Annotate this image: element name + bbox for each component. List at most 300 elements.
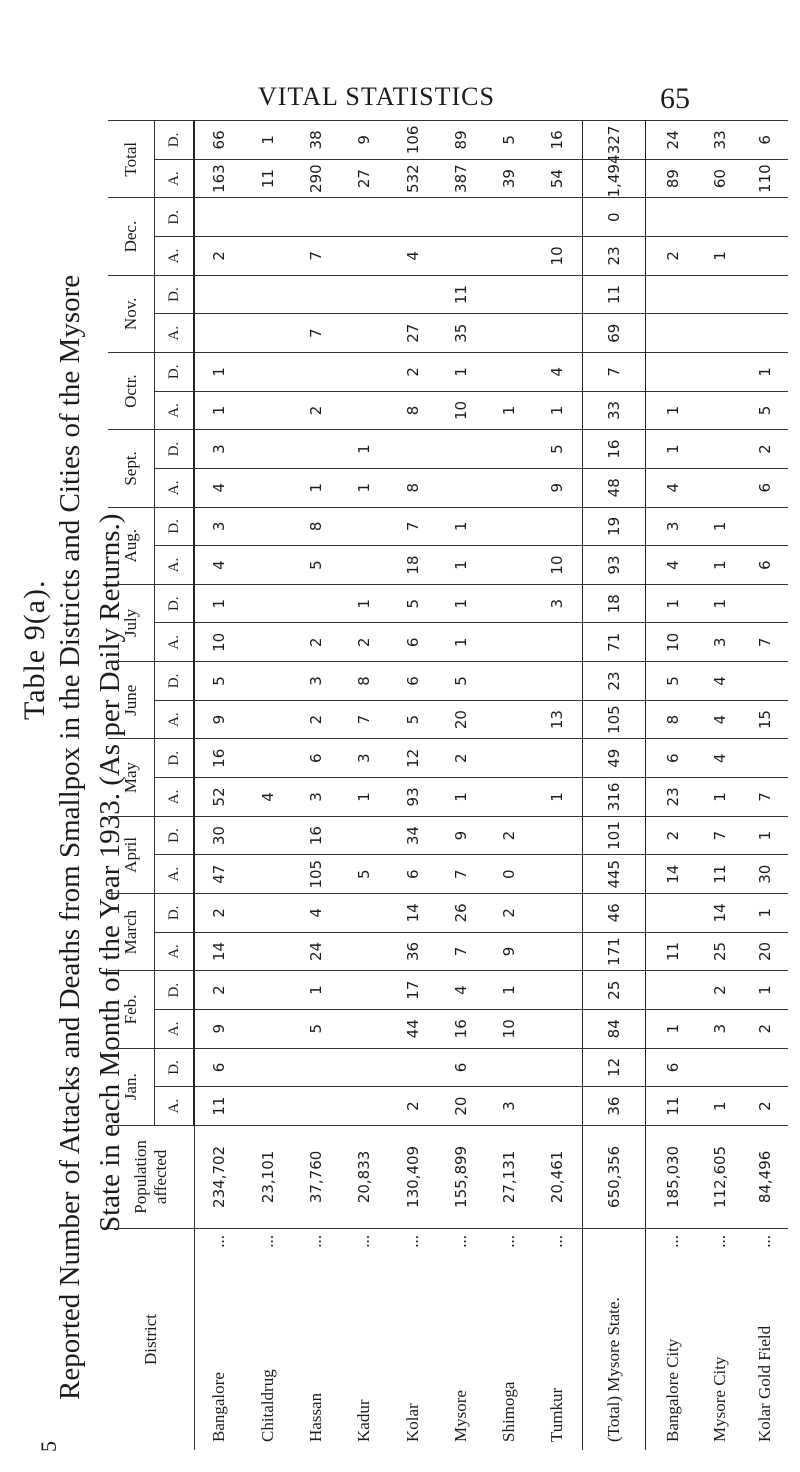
attacks-value: 4 <box>244 778 292 817</box>
attacks-value: 290 <box>292 159 340 198</box>
deaths-value: 6 <box>437 1048 485 1087</box>
attacks-value: 7 <box>292 237 340 276</box>
population-value: 84,496 <box>742 1125 788 1228</box>
deaths-value <box>742 507 788 546</box>
page-number: 65 <box>660 82 690 115</box>
attacks-value: 171 <box>582 932 645 971</box>
deaths-value: 1 <box>437 507 485 546</box>
deaths-value: 1 <box>697 507 743 546</box>
attacks-header: A. <box>155 1009 195 1048</box>
deaths-value <box>292 198 340 237</box>
deaths-value: 46 <box>582 894 645 933</box>
deaths-value: 26 <box>437 894 485 933</box>
deaths-value: 11 <box>582 275 645 314</box>
attacks-value: 16 <box>437 1009 485 1048</box>
deaths-value: 3 <box>645 507 697 546</box>
attacks-value: 47 <box>194 855 244 894</box>
city-row <box>742 121 788 1451</box>
attacks-value: 105 <box>292 855 340 894</box>
attacks-value: 9 <box>194 1009 244 1048</box>
attacks-value <box>244 1087 292 1126</box>
attacks-value: 11 <box>645 932 697 971</box>
attacks-value: 1 <box>437 778 485 817</box>
deaths-value: 1 <box>292 971 340 1010</box>
attacks-value: 36 <box>582 1087 645 1126</box>
deaths-value <box>340 816 388 855</box>
deaths-header: D. <box>155 275 195 314</box>
leader-dots: ... <box>755 1234 775 1248</box>
attacks-value: 7 <box>437 932 485 971</box>
deaths-value <box>697 430 743 469</box>
attacks-header: A. <box>155 391 195 430</box>
attacks-value: 23 <box>645 778 697 817</box>
total-row <box>582 121 645 1451</box>
attacks-value <box>533 1087 582 1126</box>
deaths-value <box>194 275 244 314</box>
attacks-value <box>485 237 533 276</box>
deaths-value <box>645 894 697 933</box>
attacks-value: 1 <box>697 237 743 276</box>
attacks-value <box>485 468 533 507</box>
district-name: Mysore <box>450 1390 470 1442</box>
attacks-value: 2 <box>742 1009 788 1048</box>
attacks-value: 30 <box>742 855 788 894</box>
deaths-value <box>244 275 292 314</box>
attacks-value: 1 <box>697 1087 743 1126</box>
attacks-value: 25 <box>697 932 743 971</box>
population-value: 112,605 <box>697 1125 743 1228</box>
attacks-header: A. <box>155 159 195 198</box>
deaths-value: 49 <box>582 739 645 778</box>
population-value: 650,356 <box>582 1125 645 1228</box>
deaths-value <box>292 275 340 314</box>
attacks-value: 387 <box>437 159 485 198</box>
attacks-value <box>533 1009 582 1048</box>
attacks-value: 33 <box>582 391 645 430</box>
district-row <box>437 121 485 1451</box>
deaths-value <box>244 816 292 855</box>
deaths-value <box>645 971 697 1010</box>
deaths-value <box>244 1048 292 1087</box>
attacks-value: 0 <box>485 855 533 894</box>
deaths-value: 8 <box>340 662 388 701</box>
attacks-value: 11 <box>697 855 743 894</box>
attacks-value: 11 <box>244 159 292 198</box>
deaths-header: D. <box>155 121 195 160</box>
month-header: April <box>108 816 155 893</box>
deaths-value: 1 <box>437 353 485 392</box>
attacks-value <box>485 700 533 739</box>
attacks-value: 60 <box>697 159 743 198</box>
attacks-value <box>244 546 292 585</box>
population-header: Population affected <box>108 1125 194 1228</box>
deaths-value: 5 <box>485 121 533 160</box>
attacks-value: 69 <box>582 314 645 353</box>
attacks-value: 5 <box>742 391 788 430</box>
deaths-value <box>292 353 340 392</box>
attacks-value: 8 <box>388 391 436 430</box>
deaths-value <box>533 816 582 855</box>
deaths-value: 101 <box>582 816 645 855</box>
attacks-value: 7 <box>742 778 788 817</box>
attacks-value: 1 <box>533 778 582 817</box>
attacks-value <box>340 391 388 430</box>
attacks-header: A. <box>155 1087 195 1126</box>
deaths-value: 2 <box>697 971 743 1010</box>
deaths-value <box>340 353 388 392</box>
deaths-header: D. <box>155 971 195 1010</box>
attacks-value: 110 <box>742 159 788 198</box>
deaths-value: 30 <box>194 816 244 855</box>
deaths-value <box>533 275 582 314</box>
attacks-value <box>437 468 485 507</box>
deaths-header: D. <box>155 1048 195 1087</box>
deaths-value: 3 <box>194 430 244 469</box>
deaths-value: 1 <box>742 816 788 855</box>
attacks-value <box>340 1009 388 1048</box>
attacks-value: 1,494 <box>582 159 645 198</box>
district-header: District <box>108 1228 194 1450</box>
deaths-value <box>742 198 788 237</box>
attacks-value <box>244 237 292 276</box>
attacks-value: 1 <box>340 778 388 817</box>
deaths-value <box>437 430 485 469</box>
deaths-value: 4 <box>437 971 485 1010</box>
attacks-value: 2 <box>340 623 388 662</box>
deaths-value: 7 <box>582 353 645 392</box>
district-name: Kolar <box>402 1403 422 1442</box>
district-row <box>292 121 340 1451</box>
attacks-value: 532 <box>388 159 436 198</box>
attacks-value: 1 <box>485 391 533 430</box>
attacks-value: 3 <box>697 623 743 662</box>
deaths-value <box>485 275 533 314</box>
population-value: 20,461 <box>533 1125 582 1228</box>
deaths-value: 7 <box>388 507 436 546</box>
deaths-value: 14 <box>697 894 743 933</box>
district-name: Shimoga <box>499 1381 519 1442</box>
attacks-value: 4 <box>697 700 743 739</box>
deaths-value: 1 <box>742 894 788 933</box>
leader-dots: ... <box>209 1234 229 1248</box>
deaths-value: 12 <box>582 1048 645 1087</box>
district-row <box>194 121 244 1451</box>
population-value: 185,030 <box>645 1125 697 1228</box>
deaths-value <box>340 507 388 546</box>
attacks-value <box>485 623 533 662</box>
leader-dots: ... <box>547 1234 567 1248</box>
deaths-value <box>533 662 582 701</box>
leader-dots: ... <box>499 1234 519 1248</box>
deaths-value <box>244 739 292 778</box>
deaths-value: 4 <box>697 662 743 701</box>
deaths-value <box>485 507 533 546</box>
attacks-value <box>742 237 788 276</box>
attacks-value <box>340 932 388 971</box>
deaths-value: 1 <box>645 584 697 623</box>
deaths-value <box>244 507 292 546</box>
district-name: Hassan <box>306 1392 325 1442</box>
deaths-value <box>340 198 388 237</box>
deaths-value: 25 <box>582 971 645 1010</box>
attacks-value: 24 <box>292 932 340 971</box>
deaths-value: 2 <box>388 353 436 392</box>
leader-dots: ... <box>709 1234 729 1248</box>
attacks-value: 4 <box>645 546 697 585</box>
attacks-value: 1 <box>697 546 743 585</box>
month-header: July <box>108 584 155 661</box>
attacks-header: A. <box>155 778 195 817</box>
attacks-value: 6 <box>388 855 436 894</box>
deaths-value <box>533 739 582 778</box>
deaths-value <box>244 971 292 1010</box>
attacks-value <box>244 700 292 739</box>
deaths-value <box>742 584 788 623</box>
deaths-value: 2 <box>485 816 533 855</box>
attacks-value: 6 <box>388 623 436 662</box>
deaths-value: 38 <box>292 121 340 160</box>
attacks-value <box>437 237 485 276</box>
attacks-value: 1 <box>697 778 743 817</box>
attacks-header: A. <box>155 623 195 662</box>
attacks-value: 2 <box>194 237 244 276</box>
attacks-value <box>340 546 388 585</box>
deaths-value: 2 <box>742 430 788 469</box>
deaths-value: 4 <box>533 353 582 392</box>
deaths-value <box>485 198 533 237</box>
leader-dots: ... <box>257 1234 277 1248</box>
deaths-value: 2 <box>437 739 485 778</box>
deaths-value <box>244 198 292 237</box>
deaths-value: 6 <box>292 739 340 778</box>
deaths-value: 9 <box>437 816 485 855</box>
attacks-value: 5 <box>388 700 436 739</box>
deaths-value <box>292 584 340 623</box>
attacks-value <box>697 314 743 353</box>
deaths-value: 6 <box>194 1048 244 1087</box>
district-name: Kadur <box>354 1399 374 1442</box>
smallpox-table <box>108 120 788 1450</box>
title-line-2: State in each Month of the Year 1933. (As per Daily Returns.) <box>94 513 126 1232</box>
district-name: Kolar Gold Field <box>755 1325 775 1442</box>
attacks-value: 93 <box>582 546 645 585</box>
deaths-value <box>340 971 388 1010</box>
leader-dots: ... <box>663 1234 683 1248</box>
deaths-value: 66 <box>194 121 244 160</box>
attacks-value <box>244 623 292 662</box>
running-head: VITAL STATISTICS <box>258 82 495 111</box>
attacks-value: 9 <box>485 932 533 971</box>
attacks-value: 2 <box>292 391 340 430</box>
deaths-value <box>697 353 743 392</box>
deaths-value: 23 <box>582 662 645 701</box>
attacks-header: A. <box>155 237 195 276</box>
attacks-value: 4 <box>388 237 436 276</box>
deaths-value: 9 <box>340 121 388 160</box>
attacks-value: 18 <box>388 546 436 585</box>
deaths-value <box>533 198 582 237</box>
deaths-value <box>244 584 292 623</box>
deaths-value <box>533 1048 582 1087</box>
attacks-value: 10 <box>533 237 582 276</box>
attacks-value <box>485 778 533 817</box>
attacks-value: 89 <box>645 159 697 198</box>
deaths-value <box>533 971 582 1010</box>
attacks-value: 1 <box>533 391 582 430</box>
month-header: Nov. <box>108 275 155 352</box>
deaths-value: 17 <box>388 971 436 1010</box>
deaths-value <box>292 430 340 469</box>
attacks-value: 27 <box>388 314 436 353</box>
deaths-value: 6 <box>742 121 788 160</box>
deaths-value <box>645 275 697 314</box>
district-row <box>244 121 292 1451</box>
deaths-value <box>340 275 388 314</box>
attacks-value: 10 <box>485 1009 533 1048</box>
attacks-value <box>244 855 292 894</box>
attacks-value: 52 <box>194 778 244 817</box>
attacks-value <box>533 855 582 894</box>
deaths-value: 16 <box>533 121 582 160</box>
district-name: Mysore City <box>709 1356 729 1442</box>
attacks-value: 27 <box>340 159 388 198</box>
month-header: May <box>108 739 155 816</box>
deaths-value <box>340 1048 388 1087</box>
deaths-value: 6 <box>645 1048 697 1087</box>
deaths-value: 7 <box>697 816 743 855</box>
attacks-value: 105 <box>582 700 645 739</box>
deaths-value <box>742 739 788 778</box>
attacks-value: 11 <box>194 1087 244 1126</box>
month-header: Jan. <box>108 1048 155 1125</box>
attacks-value: 2 <box>292 700 340 739</box>
month-header: June <box>108 662 155 739</box>
city-row <box>697 121 743 1451</box>
attacks-value <box>742 314 788 353</box>
attacks-value: 39 <box>485 159 533 198</box>
month-header: Feb. <box>108 971 155 1048</box>
attacks-value: 7 <box>340 700 388 739</box>
attacks-value: 163 <box>194 159 244 198</box>
deaths-value: 2 <box>645 816 697 855</box>
attacks-value: 3 <box>292 778 340 817</box>
attacks-value: 2 <box>645 237 697 276</box>
title-line-1: Reported Number of Attacks and Deaths from Smallpox in the Districts and Cities of the Mysore <box>54 274 86 1400</box>
attacks-value: 8 <box>388 468 436 507</box>
deaths-value: 0 <box>582 198 645 237</box>
attacks-value: 84 <box>582 1009 645 1048</box>
deaths-value <box>485 353 533 392</box>
deaths-header: D. <box>155 507 195 546</box>
deaths-value <box>194 198 244 237</box>
month-header: Sept. <box>108 430 155 507</box>
leader-dots: ... <box>306 1234 325 1248</box>
deaths-header: D. <box>155 353 195 392</box>
population-value: 20,833 <box>340 1125 388 1228</box>
attacks-value: 3 <box>697 1009 743 1048</box>
attacks-value: 4 <box>645 468 697 507</box>
deaths-value <box>697 275 743 314</box>
attacks-header: A. <box>155 932 195 971</box>
attacks-value <box>533 314 582 353</box>
attacks-value: 4 <box>194 468 244 507</box>
deaths-value <box>244 353 292 392</box>
deaths-value: 1 <box>340 430 388 469</box>
attacks-value: 1 <box>437 623 485 662</box>
attacks-value <box>485 314 533 353</box>
deaths-value: 4 <box>292 894 340 933</box>
deaths-value <box>340 894 388 933</box>
deaths-value: 8 <box>292 507 340 546</box>
deaths-value <box>533 507 582 546</box>
deaths-value: 5 <box>194 662 244 701</box>
attacks-value: 11 <box>645 1087 697 1126</box>
deaths-value: 1 <box>742 971 788 1010</box>
deaths-value: 106 <box>388 121 436 160</box>
leader-dots: ... <box>402 1234 422 1248</box>
attacks-value: 20 <box>437 1087 485 1126</box>
deaths-value: 18 <box>582 584 645 623</box>
attacks-value <box>244 932 292 971</box>
attacks-value <box>533 623 582 662</box>
district-row <box>340 121 388 1451</box>
population-value: 37,760 <box>292 1125 340 1228</box>
deaths-value: 1 <box>485 971 533 1010</box>
deaths-value: 24 <box>645 121 697 160</box>
deaths-header: D. <box>155 198 195 237</box>
attacks-value: 10 <box>533 546 582 585</box>
deaths-value <box>388 275 436 314</box>
attacks-value: 9 <box>194 700 244 739</box>
district-name: Bangalore <box>209 1372 229 1442</box>
deaths-value: 5 <box>645 662 697 701</box>
attacks-value: 20 <box>742 932 788 971</box>
deaths-value: 19 <box>582 507 645 546</box>
attacks-header: A. <box>155 855 195 894</box>
deaths-value: 5 <box>533 430 582 469</box>
side-mark: 5 <box>36 1441 61 1452</box>
attacks-value: 5 <box>292 546 340 585</box>
attacks-value: 1 <box>437 546 485 585</box>
attacks-value: 2 <box>742 1087 788 1126</box>
attacks-value: 7 <box>437 855 485 894</box>
deaths-value <box>485 1048 533 1087</box>
deaths-value: 34 <box>388 816 436 855</box>
population-value: 27,131 <box>485 1125 533 1228</box>
attacks-header: A. <box>155 314 195 353</box>
attacks-value: 316 <box>582 778 645 817</box>
attacks-value: 445 <box>582 855 645 894</box>
attacks-value: 10 <box>194 623 244 662</box>
deaths-value: 3 <box>533 584 582 623</box>
deaths-header: D. <box>155 430 195 469</box>
attacks-value <box>697 468 743 507</box>
attacks-value: 2 <box>388 1087 436 1126</box>
attacks-value: 8 <box>645 700 697 739</box>
deaths-value: 3 <box>194 507 244 546</box>
deaths-value: 2 <box>194 971 244 1010</box>
deaths-value: 1 <box>742 353 788 392</box>
deaths-header: D. <box>155 739 195 778</box>
attacks-value: 44 <box>388 1009 436 1048</box>
attacks-value: 10 <box>645 623 697 662</box>
attacks-value: 1 <box>645 391 697 430</box>
attacks-value: 9 <box>533 468 582 507</box>
month-header: March <box>108 894 155 971</box>
deaths-value: 6 <box>645 739 697 778</box>
attacks-value: 1 <box>292 468 340 507</box>
attacks-value: 1 <box>340 468 388 507</box>
